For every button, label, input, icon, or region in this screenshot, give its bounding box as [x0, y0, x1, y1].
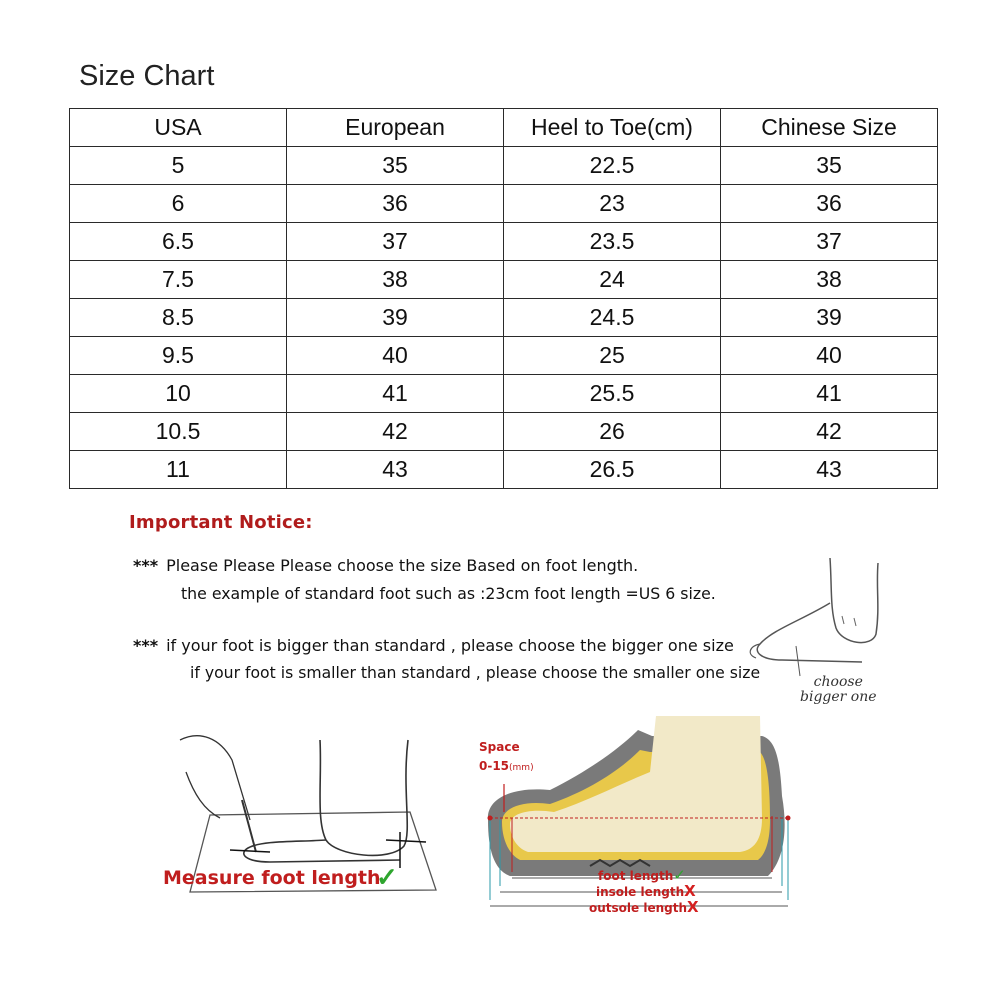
table-row: [70, 223, 938, 261]
choose-label-line-1: choose: [813, 674, 863, 690]
cell-heel-to-toe: 26.5: [504, 451, 721, 489]
cell-heel-to-toe: 24.5: [504, 299, 721, 337]
cell-european: 43: [287, 451, 504, 489]
cell-heel-to-toe: 25.5: [504, 375, 721, 413]
cell-heel-to-toe: 22.5: [504, 147, 721, 185]
notice-stars: ***: [133, 636, 159, 655]
cell-chinese-size: 41: [721, 375, 938, 413]
cell-european: 36: [287, 185, 504, 223]
cell-usa: 8.5: [70, 299, 287, 337]
notice-line-2: the example of standard foot such as :23cm foot length =US 6 size.: [181, 584, 716, 603]
cell-chinese-size: 35: [721, 147, 938, 185]
choose-label-line-2: bigger one: [800, 689, 877, 705]
cell-european: 40: [287, 337, 504, 375]
header-heel-to-toe: Heel to Toe(cm): [504, 109, 721, 147]
notice-stars: ***: [133, 556, 159, 575]
notice-text-1: Please Please Please choose the size Based on foot length.: [166, 556, 639, 575]
foot-length-text: foot length: [598, 869, 674, 883]
page-title: Size Chart: [79, 60, 215, 92]
check-icon: ✓: [673, 866, 686, 884]
cell-chinese-size: 36: [721, 185, 938, 223]
cell-chinese-size: 38: [721, 261, 938, 299]
cell-european: 39: [287, 299, 504, 337]
cross-icon: X: [687, 898, 699, 916]
cell-heel-to-toe: 23: [504, 185, 721, 223]
table-header-row: [70, 109, 938, 147]
table-row: [70, 299, 938, 337]
size-chart-table: [69, 108, 938, 489]
header-chinese-size: Chinese Size: [721, 109, 938, 147]
outsole-length-text: outsole length: [589, 901, 688, 915]
cell-european: 42: [287, 413, 504, 451]
space-label-line-1: Space: [479, 740, 520, 754]
cell-usa: 6: [70, 185, 287, 223]
cell-chinese-size: 43: [721, 451, 938, 489]
space-label-line-2: [479, 757, 534, 778]
space-label: [479, 738, 534, 778]
notice-line-1: [133, 556, 638, 575]
cell-usa: 5: [70, 147, 287, 185]
cell-usa: 6.5: [70, 223, 287, 261]
table-row: [70, 147, 938, 185]
cell-usa: 7.5: [70, 261, 287, 299]
cross-icon: X: [684, 882, 696, 900]
table-row: [70, 375, 938, 413]
cell-chinese-size: 42: [721, 413, 938, 451]
cell-heel-to-toe: 23.5: [504, 223, 721, 261]
cell-heel-to-toe: 24: [504, 261, 721, 299]
cell-european: 37: [287, 223, 504, 261]
notice-line-4: if your foot is smaller than standard , please choose the smaller one size: [190, 663, 761, 682]
cell-usa: 10.5: [70, 413, 287, 451]
table-row: [70, 337, 938, 375]
cell-european: 38: [287, 261, 504, 299]
insole-length-text: insole length: [596, 885, 685, 899]
cell-usa: 9.5: [70, 337, 287, 375]
table-row: [70, 451, 938, 489]
notice-line-3: [133, 636, 734, 655]
header-european: European: [287, 109, 504, 147]
table-row: [70, 185, 938, 223]
foot-side-sketch: [742, 548, 882, 678]
notice-text-3: if your foot is bigger than standard , please choose the bigger one size: [166, 636, 734, 655]
outsole-length-label: [589, 898, 699, 916]
cell-usa: 10: [70, 375, 287, 413]
check-icon: ✓: [376, 862, 398, 892]
cell-usa: 11: [70, 451, 287, 489]
cell-european: 35: [287, 147, 504, 185]
cell-chinese-size: 37: [721, 223, 938, 261]
cell-heel-to-toe: 26: [504, 413, 721, 451]
choose-bigger-label: [800, 675, 877, 705]
space-range: 0-15: [479, 759, 510, 773]
table-body: [70, 147, 938, 489]
cell-chinese-size: 40: [721, 337, 938, 375]
cell-chinese-size: 39: [721, 299, 938, 337]
cell-heel-to-toe: 25: [504, 337, 721, 375]
important-notice-title: Important Notice:: [129, 512, 313, 533]
table-row: [70, 261, 938, 299]
measure-foot-length-label: Measure foot length: [163, 867, 381, 889]
cell-european: 41: [287, 375, 504, 413]
space-unit: (mm): [509, 763, 534, 773]
table-row: [70, 413, 938, 451]
header-usa: USA: [70, 109, 287, 147]
